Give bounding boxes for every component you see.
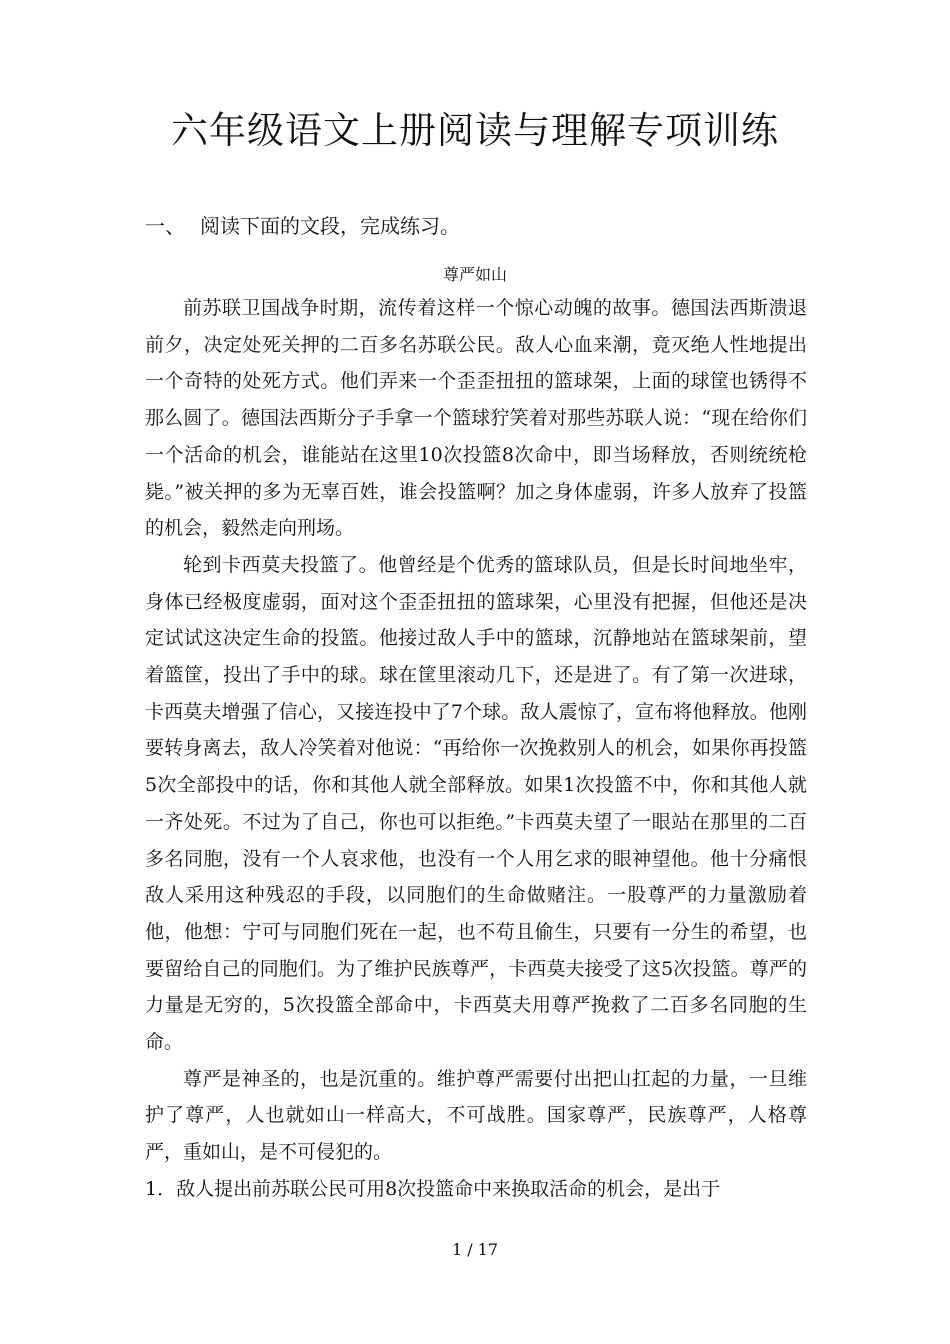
article-title: 尊严如山 xyxy=(442,265,507,284)
document-title: 六年级语文上册阅读与理解专项训练 xyxy=(171,109,779,152)
section-heading xyxy=(145,210,460,239)
article-body xyxy=(145,290,807,1208)
paragraph: 轮到卡西莫夫投篮了。他曾经是个优秀的篮球队员，但是长时间地坐牢，身体已经极度虚弱，面对这个歪歪扭扭的篮球架，心里没有把握，但他还是决定试试这决定生命的投篮。他接过敌人手中的篮球，沉静地站在篮球架前，望着篮筐，投出了手中的球。球在筐里滚动几下，还是进了。有了第一次进球，卡西莫夫增强了信心，又接连投中了7个球。敌人震惊了，宣布将他释放。他刚要转身离去，敌人冷笑着对他说：“再给你一次挽救别人的机会，如果你再投篮5次全部投中的话，你和其他人就全部释放。如果1次投篮不中，你和其他人就一齐处死。不过为了自己，你也可以拒绝。”卡西莫夫望了一眼站在那里的二百多名同胞，没有一个人哀求他，也没有一个人用乞求的眼神望他。他十分痛恨敌人采用这种残忍的手段，以同胞们的生命做赌注。一股尊严的力量激励着他，他想：宁可与同胞们死在一起，也不苟且偷生，只要有一分生的希望，也要留给自己的同胞们。为了维护民族尊严，卡西莫夫接受了这5次投篮。尊严的力量是无穷的，5次投篮全部命中，卡西莫夫用尊严挽救了二百多名同胞的生命。 xyxy=(145,553,807,1054)
section-number: 一、 xyxy=(145,214,185,238)
section-instruction: 阅读下面的文段，完成练习。 xyxy=(200,214,460,238)
page-number: 1 / 17 xyxy=(451,1240,499,1259)
question-1: 1．敌人提出前苏联公民可用8次投篮命中来换取活命的机会，是出于 xyxy=(145,1177,721,1200)
paragraph: 尊严是神圣的，也是沉重的。维护尊严需要付出把山扛起的力量，一旦维护了尊严，人也就如山一样高大，不可战胜。国家尊严，民族尊严，人格尊严，重如山，是不可侵犯的。 xyxy=(145,1067,807,1164)
paragraph: 前苏联卫国战争时期，流传着这样一个惊心动魄的故事。德国法西斯溃退前夕，决定处死关押的二百多名苏联公民。敌人心血来潮，竟灭绝人性地提出一个奇特的处死方式。他们弄来一个歪歪扭扭的篮球架，上面的球筐也锈得不那么圆了。德国法西斯分子手拿一个篮球狞笑着对那些苏联人说：“现在给你们一个活命的机会，谁能站在这里10次投篮8次命中，即当场释放，否则统统枪毙。”被关押的多为无辜百姓，谁会投篮啊？加之身体虚弱，许多人放弃了投篮的机会，毅然走向刑场。 xyxy=(145,297,807,540)
